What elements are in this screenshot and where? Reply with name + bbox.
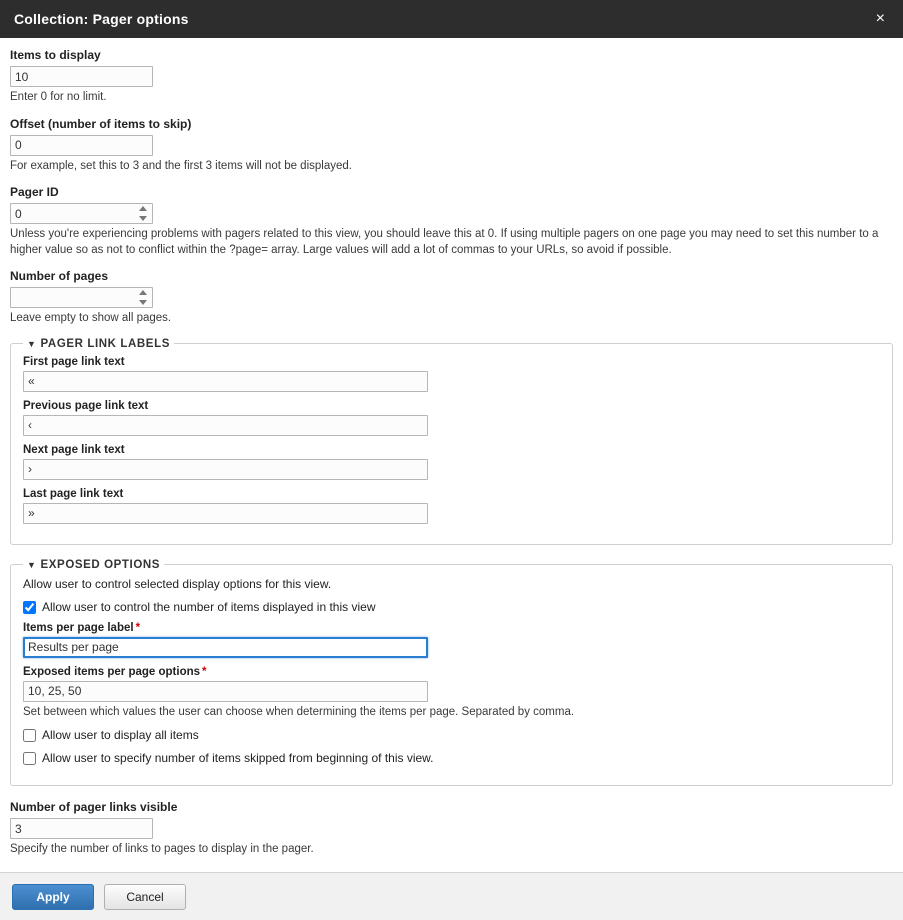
field-pager-links-visible xyxy=(10,800,893,858)
pager-links-visible-label: Number of pager links visible xyxy=(10,800,178,815)
exposed-items-per-page-options-input[interactable] xyxy=(23,681,428,702)
allow-control-number-label: Allow user to control the number of items displayed in this view xyxy=(42,599,376,614)
next-page-link-input[interactable] xyxy=(23,459,428,480)
exposed-options-fieldset xyxy=(10,559,893,787)
offset-description: For example, set this to 3 and the first 3 items will not be displayed. xyxy=(10,159,352,172)
previous-page-link-label: Previous page link text xyxy=(23,399,149,412)
first-page-link-label: First page link text xyxy=(23,355,125,368)
cancel-button[interactable]: Cancel xyxy=(104,884,186,910)
field-next-page-link-text xyxy=(23,444,880,480)
last-page-link-label: Last page link text xyxy=(23,487,124,500)
checkbox-allow-display-all[interactable] xyxy=(23,728,880,742)
pager-id-input-wrap xyxy=(10,203,153,224)
field-previous-page-link-text xyxy=(23,400,880,436)
close-icon[interactable]: × xyxy=(875,10,885,27)
field-first-page-link-text xyxy=(23,356,880,392)
offset-label: Offset (number of items to skip) xyxy=(10,116,192,131)
exposed-options-legend[interactable] xyxy=(23,559,164,571)
previous-page-link-input[interactable] xyxy=(23,415,428,436)
number-of-pages-input-wrap xyxy=(10,287,153,308)
pager-id-description: Unless you're experiencing problems with pagers related to this view, you should leave this at 0. If using multiple pagers on one page you may need to set this number to a higher value so as not to conflict within the ?page= array. Large values will add a lot of commas to your URLs, so avoid if possible. xyxy=(10,228,879,256)
items-per-page-label-text: Items per page label xyxy=(23,621,134,634)
pager-id-input[interactable] xyxy=(10,203,153,224)
offset-input[interactable] xyxy=(10,135,153,156)
pager-link-labels-legend[interactable] xyxy=(23,338,174,350)
field-last-page-link-text xyxy=(23,488,880,524)
number-of-pages-label: Number of pages xyxy=(10,269,109,284)
last-page-link-input[interactable] xyxy=(23,503,428,524)
pager-link-labels-fieldset xyxy=(10,338,893,545)
pager-links-visible-description: Specify the number of links to pages to display in the pager. xyxy=(10,843,314,856)
number-of-pages-input[interactable] xyxy=(10,287,153,308)
spinner-icon[interactable] xyxy=(136,206,149,221)
exposed-items-per-page-options-label xyxy=(23,666,880,678)
pager-link-labels-legend-text: PAGER LINK LABELS xyxy=(40,337,170,350)
next-page-link-label: Next page link text xyxy=(23,443,125,456)
spinner-icon[interactable] xyxy=(136,290,149,305)
items-to-display-description: Enter 0 for no limit. xyxy=(10,91,107,103)
exposed-items-per-page-options-description: Set between which values the user can choose when determining the items per page. Separated by comma. xyxy=(23,705,575,718)
apply-button[interactable]: Apply xyxy=(12,884,94,910)
field-pager-id xyxy=(10,185,893,258)
required-marker: * xyxy=(135,621,141,634)
dialog-footer xyxy=(0,872,903,920)
exposed-options-legend-text: EXPOSED OPTIONS xyxy=(40,558,161,571)
exposed-items-per-page-options-text: Exposed items per page options xyxy=(23,665,201,678)
field-exposed-items-per-page-options xyxy=(23,666,880,721)
allow-display-all-label: Allow user to display all items xyxy=(42,728,199,743)
allow-control-number-checkbox[interactable] xyxy=(23,601,36,614)
exposed-options-intro: Allow user to control selected display options for this view. xyxy=(23,576,332,591)
field-offset xyxy=(10,117,893,175)
field-items-per-page-label xyxy=(23,622,880,658)
pager-id-label: Pager ID xyxy=(10,185,59,200)
chevron-down-icon: ▼ xyxy=(27,559,37,570)
allow-display-all-checkbox[interactable] xyxy=(23,729,36,742)
items-to-display-input[interactable] xyxy=(10,66,153,87)
items-per-page-label-label xyxy=(23,622,880,634)
number-of-pages-description: Leave empty to show all pages. xyxy=(10,312,172,325)
dialog-title: Collection: Pager options xyxy=(14,11,189,27)
items-to-display-label: Items to display xyxy=(10,48,101,62)
checkbox-allow-control-number[interactable] xyxy=(23,600,880,614)
required-marker: * xyxy=(202,665,207,678)
allow-specify-offset-label: Allow user to specify number of items skipped from beginning of this view. xyxy=(42,750,434,765)
dialog-titlebar xyxy=(0,0,903,38)
allow-specify-offset-checkbox[interactable] xyxy=(23,752,36,765)
pager-links-visible-input[interactable] xyxy=(10,818,153,839)
chevron-down-icon: ▼ xyxy=(27,338,37,349)
checkbox-allow-specify-offset[interactable] xyxy=(23,751,880,765)
field-number-of-pages xyxy=(10,269,893,327)
items-per-page-label-input[interactable] xyxy=(23,637,428,658)
first-page-link-input[interactable] xyxy=(23,371,428,392)
field-items-to-display xyxy=(10,48,893,106)
dialog-body xyxy=(0,38,903,872)
